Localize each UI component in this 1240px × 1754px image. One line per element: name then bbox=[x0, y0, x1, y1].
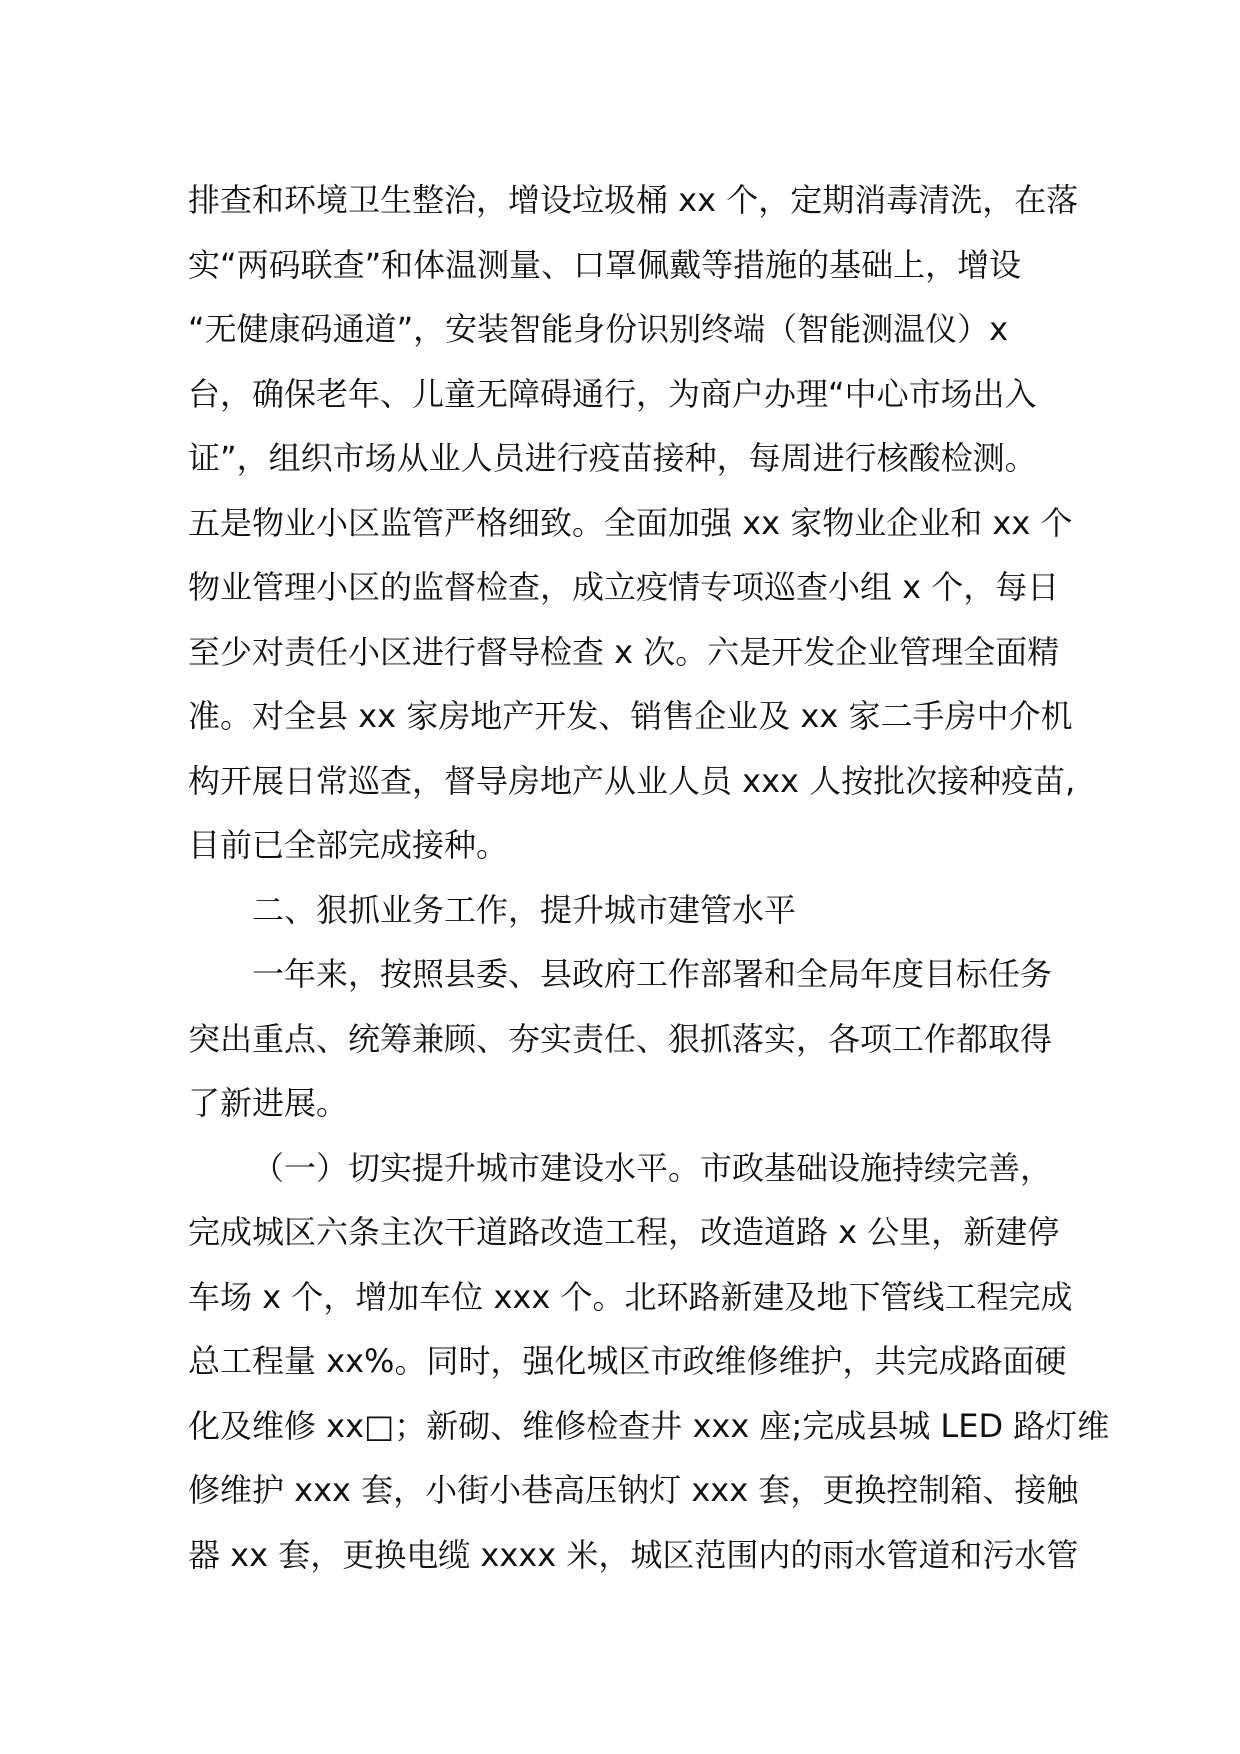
text-line: 至少对责任小区进行督导检查 x 次。六是开发企业管理全面精 bbox=[188, 632, 1060, 671]
paragraph-start-line: 一年来，按照县委、县政府工作部署和全局年度目标任务 bbox=[252, 955, 1053, 993]
text-line: 排查和环境卫生整治，增设垃圾桶 xx 个，定期消毒清洗，在落 bbox=[188, 181, 1079, 219]
text-line: 准。对全县 xx 家房地产开发、销售企业及 xx 家二手房中介机 bbox=[188, 697, 1073, 735]
text-line: 总工程量 xx%。同时，强化城区市政维修维护，共完成路面硬 bbox=[188, 1342, 1067, 1380]
text-line: 证”，组织市场从业人员进行疫苗接种，每周进行核酸检测。 bbox=[188, 439, 1037, 477]
subsection-heading-line: （一）切实提升城市建设水平。市政基础设施持续完善， bbox=[252, 1148, 1053, 1187]
text-line: 突出重点、统筹兼顾、夯实责任、狠抓落实，各项工作都取得 bbox=[188, 1019, 1053, 1058]
text-line: 台，确保老年、儿童无障碍通行，为商户办理“中心市场出入 bbox=[188, 374, 1037, 413]
text-line: 修维护 xxx 套，小街小巷高压钠灯 xxx 套，更换控制箱、接触 bbox=[188, 1471, 1079, 1509]
text-line: 物业管理小区的监督检查，成立疫情专项巡查小组 x 个，每日 bbox=[188, 568, 1060, 606]
text-line: 五是物业小区监管严格细致。全面加强 xx 家物业企业和 xx 个 bbox=[188, 503, 1073, 542]
text-line: “无健康码通道”，安装智能身份识别终端（智能测温仪）x bbox=[188, 310, 1009, 348]
text-line: 构开展日常巡查，督导房地产从业人员 xxx 人按批次接种疫苗, bbox=[188, 761, 1076, 800]
section-heading: 二、狠抓业务工作，提升城市建管水平 bbox=[252, 890, 797, 929]
document-body bbox=[188, 168, 1110, 1587]
text-line: 目前已全部完成接种。 bbox=[188, 826, 509, 864]
text-line: 完成城区六条主次干道路改造工程，改造道路 x 公里，新建停 bbox=[188, 1213, 1060, 1251]
text-line: 实“两码联查”和体温测量、口罩佩戴等措施的基础上，增设 bbox=[188, 245, 1022, 284]
text-line: 车场 x 个，增加车位 xxx 个。北环路新建及地下管线工程完成 bbox=[188, 1277, 1073, 1316]
text-line: 了新进展。 bbox=[188, 1084, 349, 1122]
text-line: 化及维修 xx□；新砌、维修检查井 xxx 座;完成县城 LED 路灯维 bbox=[188, 1406, 1110, 1445]
text-line: 器 xx 套，更换电缆 xxxx 米，城区范围内的雨水管道和污水管 bbox=[188, 1535, 1079, 1574]
